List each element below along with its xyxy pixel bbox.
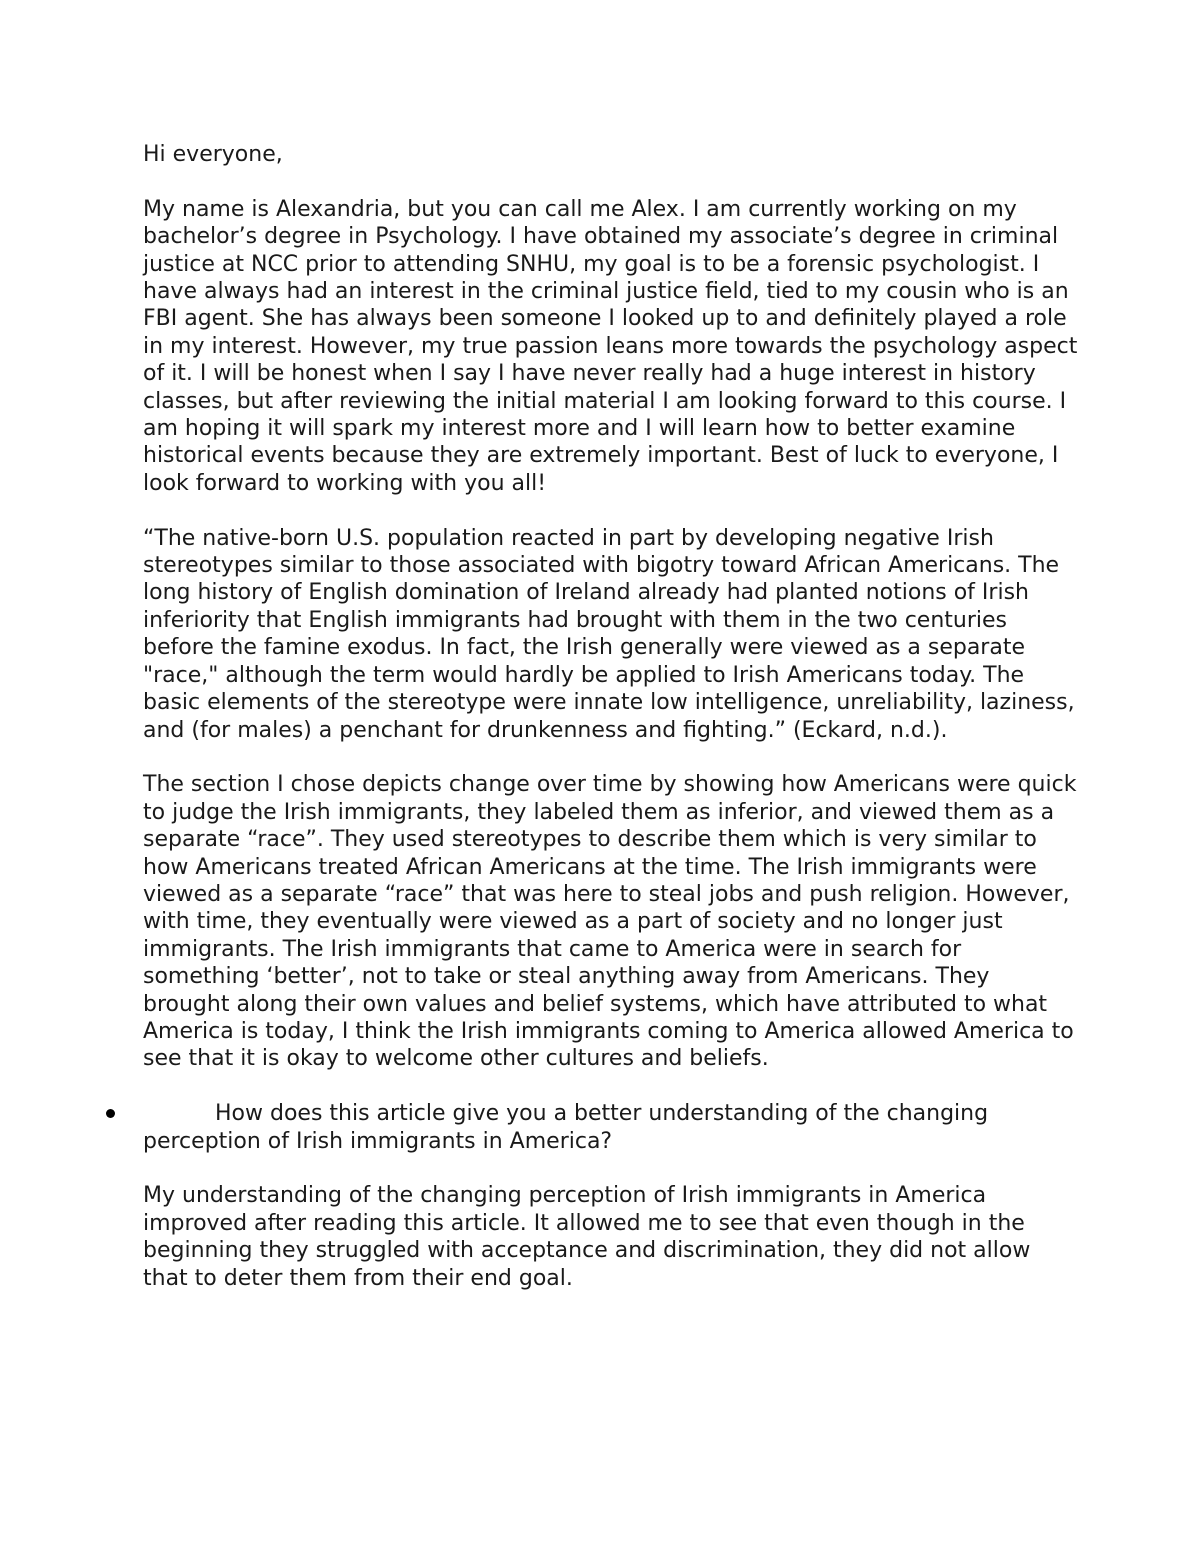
intro-paragraph: My name is Alexandria, but you can call me Alex. I am currently working on my bachelor’s degree in Psychology. I have obtained my associate’s degree in criminal justice at NCC prior to attending SNHU, my goal is to be a forensic psychologist. I have always had an interest in the criminal justice field, tied to my cousin who is an FBI agent. She has always been someone I looked up to and definitely played a role in my interest. However, my true passion leans more towards the psychology aspect of it. I will be honest when I say I have never really had a huge interest in history classes, but after reviewing the initial material I am looking forward to this course. I am hoping it will spark my interest more and I will learn how to better examine historical events because they are extremely important. Best of luck to everyone, I look forward to working with you all!	[143, 196, 1078, 496]
bullet-list-item	[143, 1100, 1078, 1155]
answer-paragraph: My understanding of the changing perception of Irish immigrants in America improved after reading this article. It allowed me to see that even though in the beginning they struggled with acceptance and discrimination, they did not allow that to deter them from their end goal.	[143, 1183, 1031, 1291]
analysis-paragraph: The section I chose depicts change over time by showing how Americans were quick to judge the Irish immigrants, they labeled them as inferior, and viewed them as a separate “race”. They used stereotypes to describe them which is very similar to how Americans treated African Americans at the time. The Irish immigrants were viewed as a separate “race” that was here to steal jobs and push religion. However, with time, they eventually were viewed as a part of society and no longer just immigrants. The Irish immigrants that came to America were in search for something ‘better’, not to take or steal anything away from Americans. They brought along their own values and belief systems, which have attributed to what America is today, I think the Irish immigrants coming to America allowed America to see that it is okay to welcome other cultures and beliefs.	[143, 772, 1077, 1072]
greeting-line: Hi everyone,	[143, 142, 283, 167]
bullet-icon	[106, 1109, 115, 1118]
bullet-question: How does this article give you a better understanding of the changing perception of Irish immigrants in America?	[143, 1101, 989, 1154]
quote-paragraph: “The native-born U.S. population reacted in part by developing negative Irish stereotypes similar to those associated with bigotry toward African Americans. The long history of English domination of Ireland already had planted notions of Irish inferiority that English immigrants had brought with them in the two centuries before the famine exodus. In fact, the Irish generally were viewed as a separate "race," although the term would hardly be applied to Irish Americans today. The basic elements of the stereotype were innate low intelligence, unreliability, laziness, and (for males) a penchant for drunkenness and fighting.” (Eckard, n.d.).	[143, 525, 1075, 743]
document-body	[143, 141, 1078, 1319]
